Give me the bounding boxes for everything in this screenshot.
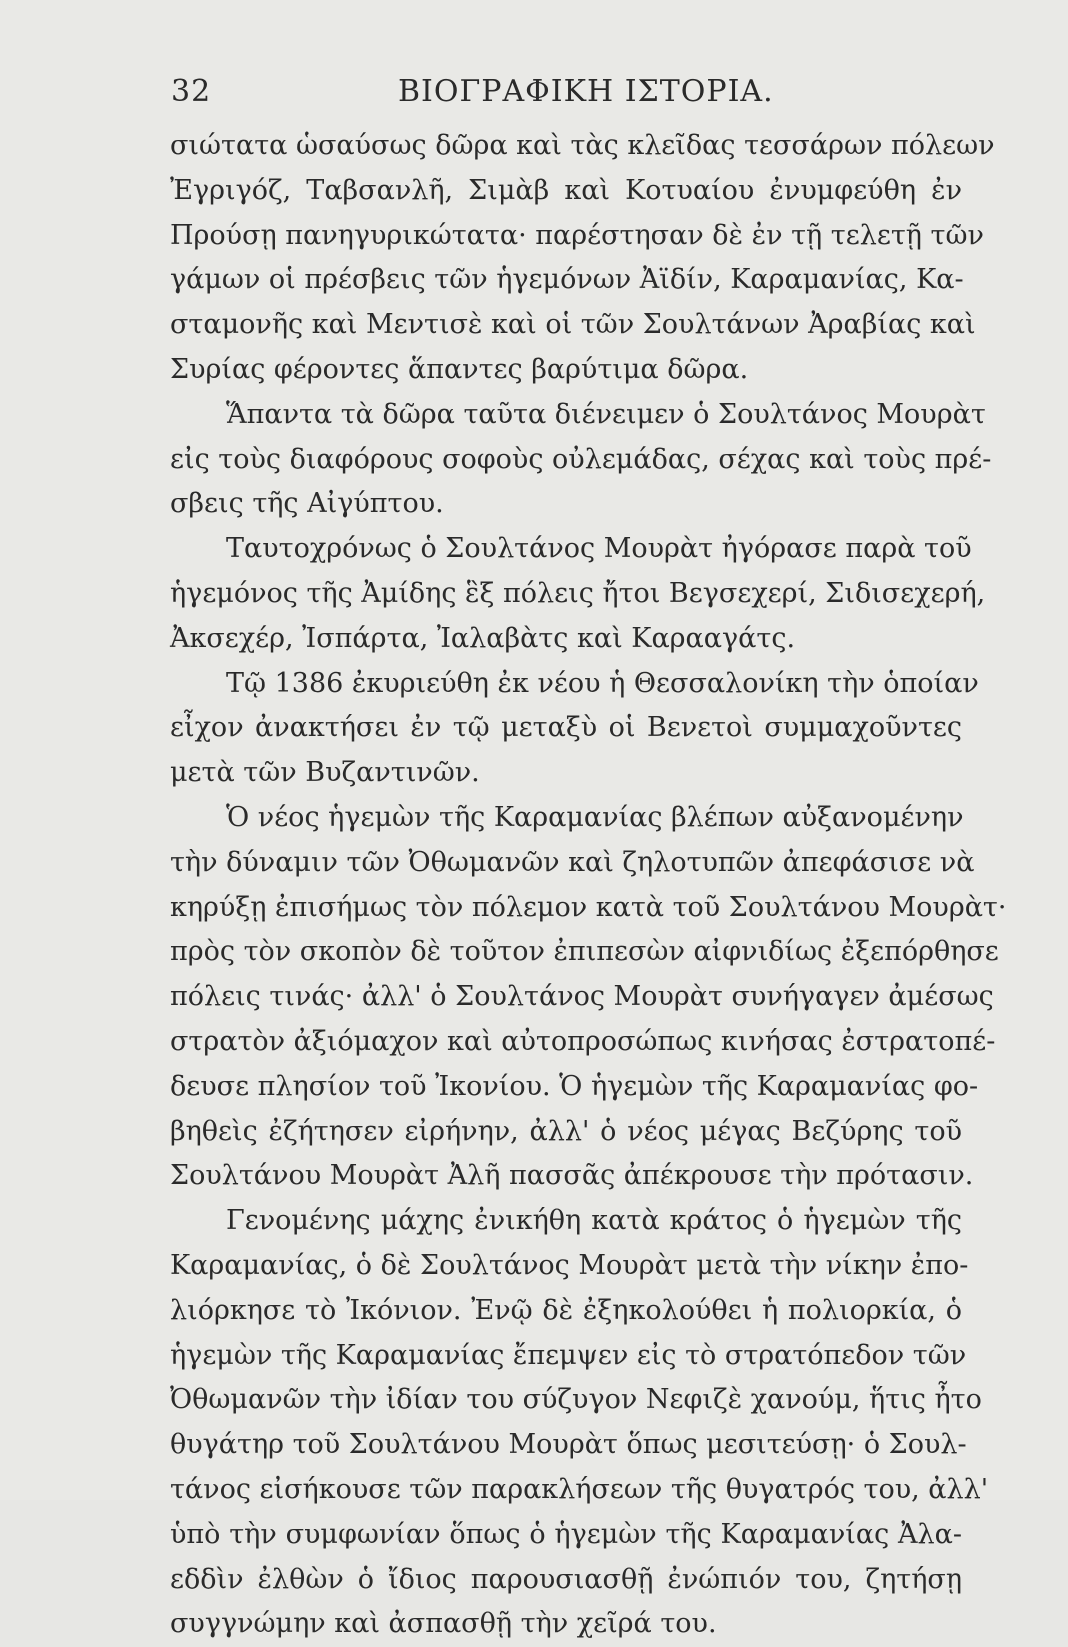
text-line: πρὸς τὸν σκοπὸν δὲ τοῦτον ἐπιπεσὼν αἰφνιδίως ἐξεπόρθησε bbox=[170, 936, 999, 968]
text-line: Συρίας φέροντες ἅπαντες βαρύτιμα δῶρα. bbox=[170, 353, 749, 385]
text-line: συγγνώμην καὶ ἀσπασθῇ τὴν χεῖρά του. bbox=[170, 1608, 717, 1640]
text-line: στρατὸν ἀξιόμαχον καὶ αὐτοπροσώπως κινήσας ἐστρατοπέ- bbox=[170, 1025, 996, 1057]
running-title: ΒΙΟΓΡΑΦΙΚΗ ΙΣΤΟΡΙΑ. bbox=[398, 74, 774, 109]
body-text bbox=[170, 124, 1007, 1647]
page-header bbox=[0, 0, 1068, 130]
page-number: 32 bbox=[171, 74, 212, 109]
text-line: ὑπὸ τὴν συμφωνίαν ὅπως ὁ ἡγεμὼν τῆς Καραμανίας Ἀλα- bbox=[170, 1518, 962, 1550]
text-line: μετὰ τῶν Βυζαντινῶν. bbox=[170, 757, 480, 789]
text-line: σταμονῆς καὶ Μεντισὲ καὶ οἱ τῶν Σουλτάνων Ἀραβίας καὶ bbox=[170, 309, 976, 341]
text-line: Σουλτάνου Μουρὰτ Ἀλῆ πασσᾶς ἀπέκρουσε τὴν πρότασιν. bbox=[170, 1160, 974, 1192]
text-line: Τῷ 1386 ἐκυριεύθη ἐκ νέου ἡ Θεσσαλονίκη τὴν ὁποίαν bbox=[226, 667, 979, 699]
text-line: κηρύξῃ ἐπισήμως τὸν πόλεμον κατὰ τοῦ Σουλτάνου Μουρὰτ· bbox=[170, 891, 1007, 923]
text-line: εἶχον ἀνακτήσει ἐν τῷ μεταξὺ οἱ Βενετοὶ συμμαχοῦντες bbox=[170, 712, 962, 744]
text-line: ἡγεμὼν τῆς Καραμανίας ἔπεμψεν εἰς τὸ στρατόπεδον τῶν bbox=[170, 1339, 967, 1371]
text-line: τὴν δύναμιν τῶν Ὀθωμανῶν καὶ ζηλοτυπῶν ἀπεφάσισε νὰ bbox=[170, 846, 975, 878]
text-line: λιόρκησε τὸ Ἰκόνιον. Ἐνῷ δὲ ἐξηκολούθει ἡ πολιορκία, ὁ bbox=[170, 1294, 962, 1326]
text-line: Προύσῃ πανηγυρικώτατα· παρέστησαν δὲ ἐν τῇ τελετῇ τῶν bbox=[170, 219, 984, 251]
text-line: εἰς τοὺς διαφόρους σοφοὺς οὐλεμάδας, σέχας καὶ τοὺς πρέ- bbox=[170, 443, 992, 475]
text-line: δευσε πλησίον τοῦ Ἰκονίου. Ὁ ἡγεμὼν τῆς Καραμανίας φο- bbox=[170, 1070, 979, 1102]
text-line: Καραμανίας, ὁ δὲ Σουλτάνος Μουρὰτ μετὰ τὴν νίκην ἐπο- bbox=[170, 1249, 969, 1281]
text-line: εδδὶν ἐλθὼν ὁ ἴδιος παρουσιασθῇ ἐνώπιόν του, ζητήσῃ bbox=[170, 1563, 962, 1595]
text-line: ἡγεμόνος τῆς Ἀμίδης ἓξ πόλεις ἤτοι Βεγσεχερί, Σιδισεχερή, bbox=[170, 577, 986, 609]
text-line: Ἅπαντα τὰ δῶρα ταῦτα διένειμεν ὁ Σουλτάνος Μουρὰτ bbox=[226, 398, 986, 430]
text-line: γάμων οἱ πρέσβεις τῶν ἡγεμόνων Ἀϊδίν, Καραμανίας, Κα- bbox=[170, 264, 964, 296]
text-line: θυγάτηρ τοῦ Σουλτάνου Μουρὰτ ὅπως μεσιτεύσῃ· ὁ Σουλ- bbox=[170, 1429, 967, 1461]
text-line: πόλεις τινάς· ἀλλ' ὁ Σουλτάνος Μουρὰτ συνήγαγεν ἀμέσως bbox=[170, 981, 994, 1013]
text-line: Ὀθωμανῶν τὴν ἰδίαν του σύζυγον Νεφιζὲ χανούμ, ἥτις ἦτο bbox=[170, 1384, 982, 1416]
text-line: σβεις τῆς Αἰγύπτου. bbox=[170, 488, 444, 520]
text-line: Ταυτοχρόνως ὁ Σουλτάνος Μουρὰτ ἠγόρασε παρὰ τοῦ bbox=[226, 533, 972, 565]
text-line: Γενομένης μάχης ἐνικήθη κατὰ κράτος ὁ ἡγεμὼν τῆς bbox=[226, 1205, 962, 1237]
text-line: τάνος εἰσήκουσε τῶν παρακλήσεων τῆς θυγατρός του, ἀλλ' bbox=[170, 1473, 989, 1505]
text-line: Ἐγριγόζ, Ταβσανλῆ, Σιμὰβ καὶ Κοτυαίου ἐνυμφεύθη ἐν bbox=[170, 174, 962, 206]
text-line: βηθεὶς ἐζήτησεν εἰρήνην, ἀλλ' ὁ νέος μέγας Βεζύρης τοῦ bbox=[170, 1115, 962, 1147]
text-line: σιώτατα ὡσαύσως δῶρα καὶ τὰς κλεῖδας τεσσάρων πόλεων bbox=[170, 130, 995, 161]
text-line: Ἀκσεχέρ, Ἰσπάρτα, Ἰαλαβὰτς καὶ Καρααγάτς. bbox=[170, 622, 796, 654]
text-line: Ὁ νέος ἡγεμὼν τῆς Καραμανίας βλέπων αὐξανομένην bbox=[226, 801, 964, 833]
